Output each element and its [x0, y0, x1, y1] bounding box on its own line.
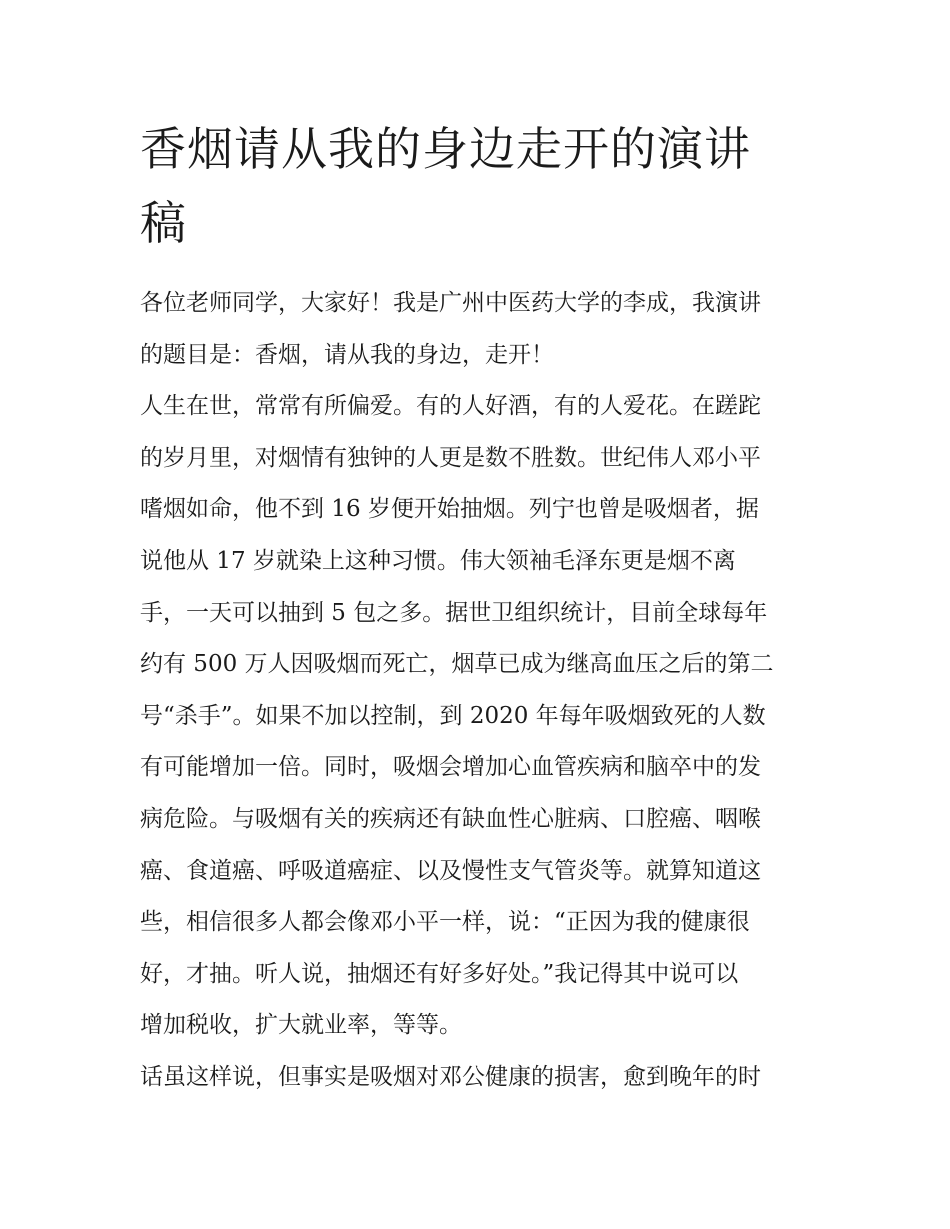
- body-line: 嗜烟如命，他不到 16 岁便开始抽烟。列宁也曾是吸烟者，据: [140, 496, 759, 523]
- body-line: 的岁月里，对烟情有独钟的人更是数不胜数。世纪伟人邓小平: [140, 444, 761, 471]
- body-line: 号“杀手”。如果不加以控制，到 2020 年每年吸烟致死的人数: [140, 702, 766, 729]
- body-line: 病危险。与吸烟有关的疾病还有缺血性心脏病、口腔癌、咽喉: [140, 805, 761, 832]
- body-line: 的题目是：香烟，请从我的身边，走开！: [140, 341, 554, 368]
- body-line: 约有 500 万人因吸烟而死亡，烟草已成为继高血压之后的第二: [140, 651, 774, 678]
- body-line: 说他从 17 岁就染上这种习惯。伟大领袖毛泽东更是烟不离: [140, 547, 736, 574]
- body-line: 些，相信很多人都会像邓小平一样，说：“正因为我的健康很: [140, 909, 750, 936]
- body-line: 有可能增加一倍。同时，吸烟会增加心血管疾病和脑卒中的发: [140, 754, 761, 781]
- title-line: 稿: [140, 196, 187, 250]
- title-line: 香烟请从我的身边走开的演讲: [140, 122, 751, 176]
- body-line: 人生在世，常常有所偏爱。有的人好酒，有的人爱花。在蹉跎: [140, 393, 761, 420]
- body-line: 好，才抽。听人说，抽烟还有好多好处。”我记得其中说可以: [140, 960, 739, 987]
- body-line: 各位老师同学，大家好！我是广州中医药大学的李成，我演讲: [140, 290, 761, 316]
- body-line: 癌、食道癌、呼吸道癌症、以及慢性支气管炎等。就算知道这: [140, 857, 761, 884]
- body-line: 手，一天可以抽到 5 包之多。据世卫组织统计，目前全球每年: [140, 599, 768, 626]
- document-title: [140, 112, 820, 260]
- body-line: 增加税收，扩大就业率，等等。: [140, 1012, 462, 1039]
- document-body: [140, 278, 820, 1104]
- body-line: 话虽这样说，但事实是吸烟对邓公健康的损害，愈到晚年的时: [140, 1063, 761, 1090]
